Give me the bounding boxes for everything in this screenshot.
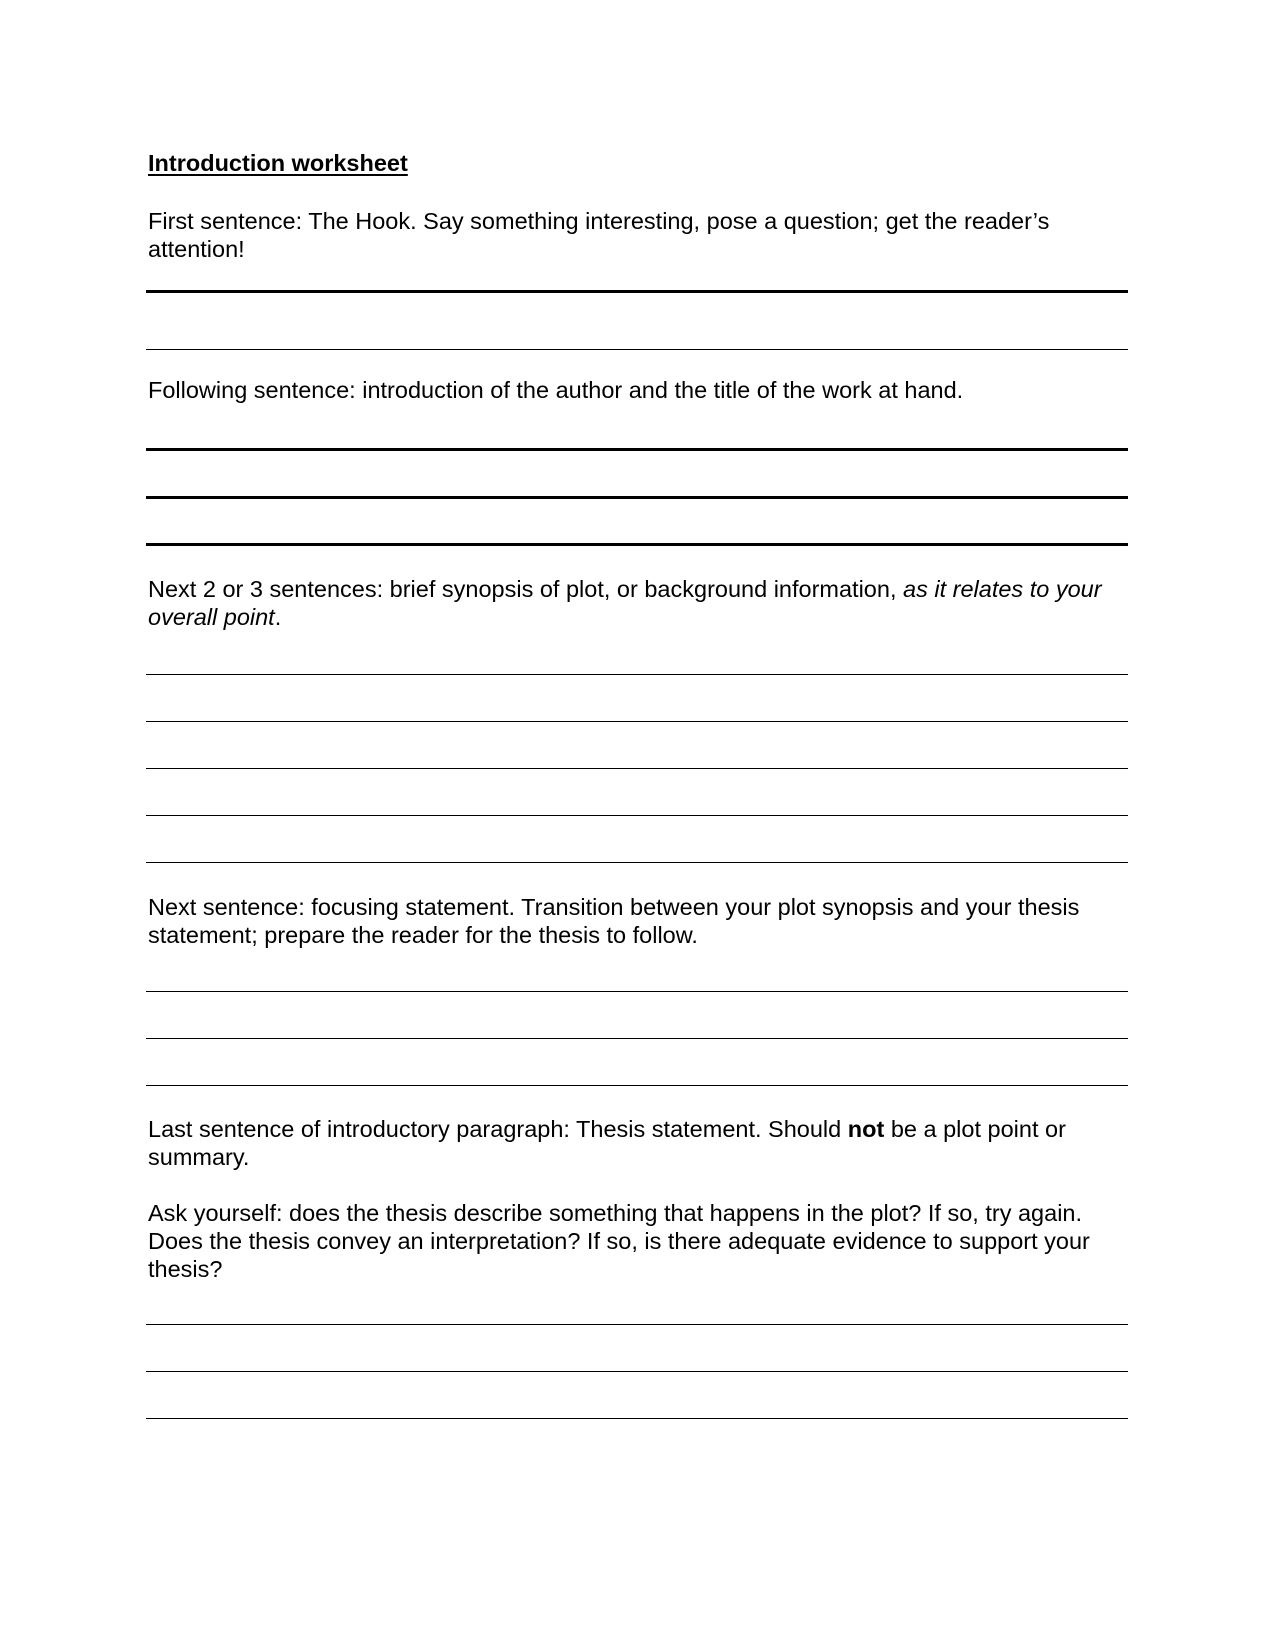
focusing-answer-line-1[interactable] xyxy=(146,991,1128,992)
following-answer-line-2[interactable] xyxy=(146,496,1128,499)
hook-answer-line-1[interactable] xyxy=(146,290,1128,293)
synopsis-prompt xyxy=(148,575,1128,631)
thesis-prompt xyxy=(148,1115,1128,1171)
synopsis-prompt-end: . xyxy=(274,604,282,630)
thesis-answer-line-1[interactable] xyxy=(146,1324,1128,1325)
following-answer-line-1[interactable] xyxy=(146,448,1128,451)
ask-yourself-prompt: Ask yourself: does the thesis describe something that happens in the plot? If so, try again. Does the thesis convey an interpretation? If so, is there adequate evidence to support your thesis? xyxy=(148,1200,1090,1282)
synopsis-answer-line-1[interactable] xyxy=(146,674,1128,675)
thesis-prompt-bold: not xyxy=(847,1116,885,1142)
thesis-prompt-pre: Last sentence of introductory paragraph: Thesis statement. Should xyxy=(148,1116,848,1142)
thesis-answer-line-2[interactable] xyxy=(146,1371,1128,1372)
hook-prompt: First sentence: The Hook. Say something interesting, pose a question; get the reader’s attention! xyxy=(148,208,1050,262)
focusing-answer-line-2[interactable] xyxy=(146,1038,1128,1039)
focusing-answer-line-3[interactable] xyxy=(146,1085,1128,1086)
synopsis-answer-line-2[interactable] xyxy=(146,721,1128,722)
following-answer-line-3[interactable] xyxy=(146,543,1128,546)
hook-answer-line-2[interactable] xyxy=(146,349,1128,350)
synopsis-answer-line-5[interactable] xyxy=(146,862,1128,863)
thesis-answer-line-3[interactable] xyxy=(146,1418,1128,1419)
following-prompt: Following sentence: introduction of the author and the title of the work at hand. xyxy=(148,377,964,403)
synopsis-prompt-main: Next 2 or 3 sentences: brief synopsis of plot, or background information, xyxy=(148,576,904,602)
focusing-prompt: Next sentence: focusing statement. Transition between your plot synopsis and your thesis statement; prepare the reader for the thesis to follow. xyxy=(148,894,1080,948)
thesis-prompt-post: be a plot point or summary. xyxy=(148,1116,1066,1170)
page-title: Introduction worksheet xyxy=(148,150,408,176)
synopsis-prompt-italic: as it relates to your overall point xyxy=(148,576,1102,630)
synopsis-answer-line-4[interactable] xyxy=(146,815,1128,816)
synopsis-answer-line-3[interactable] xyxy=(146,768,1128,769)
